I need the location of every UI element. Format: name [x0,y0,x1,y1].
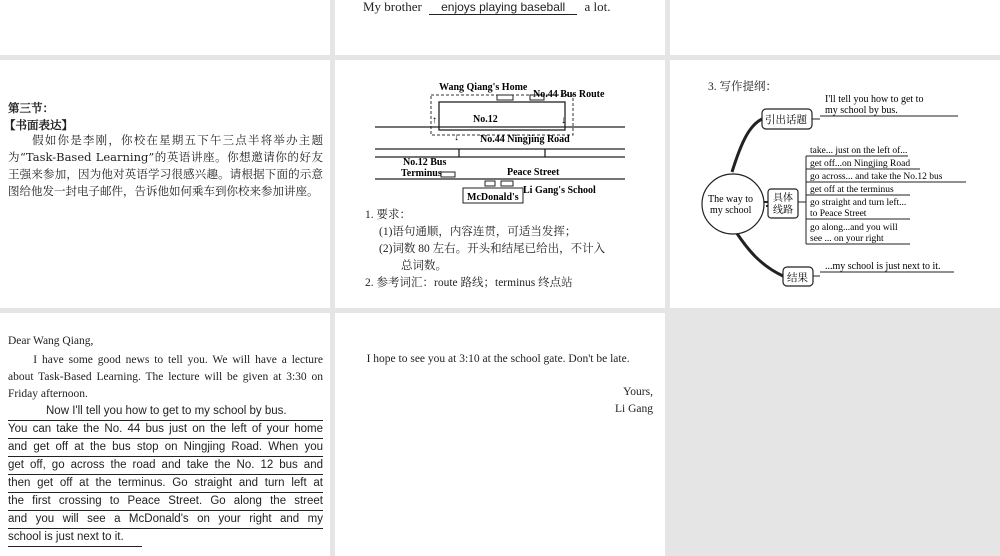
center-line1: The way to [708,194,753,205]
answer-line: school is just next to it. [8,529,142,547]
inner-block [439,102,565,130]
section-heading: 第三节： [8,101,54,115]
route-arrow-right: ↓ [561,115,566,126]
sentence-prefix: My brother [363,0,422,14]
route-line-3: go across... and take the No.12 bus [810,172,943,182]
branch-result [736,232,783,276]
route-arrow-down: ↓ [454,132,459,143]
letter-closing: I hope to see you at 3:10 at the school gate. Don't be late. [366,353,630,365]
letter-signature: Li Gang [614,403,653,415]
answer-line: and get off at the bus stop on Ningjing Road. When you [8,439,323,457]
task-prompt: 假如你是李刚，你校在星期五下午三点半将举办主题为“Task-Based Learning”的英语讲座。你想邀请你的好友王强来参加，因为他对英语学习很感兴趣。请根据下面的示意图给他发一封电子邮件，告诉他如何乘车到你校来参加讲座。 [8,133,323,198]
terminus-label-1: No.12 Bus [403,157,447,168]
route-line-5: go straight and turn left... [810,198,907,208]
panel-top-left [0,0,330,55]
route-map-diagram [335,60,665,205]
no12-label: No.12 [473,114,498,125]
intro-node-label: 引出话题 [765,115,807,126]
requirement-1: (1)语句通顺，内容连贯，可适当发挥； [379,226,577,238]
peace-street-label: Peace Street [507,167,560,178]
answer-line: get off, go across the road and take the No. 12 bus and [8,457,323,475]
answer-line: the first crossing to Peace Street. Go along the street [8,493,323,511]
requirements-title: 1. 要求： [365,209,411,221]
top-sentence [363,0,610,15]
branch-intro [732,119,762,172]
vocab-hint: 2. 参考词汇：route 路线；terminus 终点站 [365,277,573,289]
sentence-answer: enjoys playing baseball [429,0,577,15]
route-node-label-2: 线路 [773,205,793,216]
route-line-4: get off at the terminus [810,185,894,195]
sentence-suffix: a lot. [584,0,611,14]
result-node-label: 结果 [787,273,808,284]
letter-answer [8,403,323,547]
terminus-label-2: Terminus [401,168,442,179]
letter-paragraph-1: I have some good news to tell you. We will have a lecture about Task-Based Learning. The lecture will be given at 3:30 on Friday afternoon. [8,354,323,400]
panel-letter-closing [335,313,665,556]
outline-title: 3. 写作提纲： [708,81,777,93]
panel-writing-task [0,60,330,308]
panel-empty-gray [670,313,1000,556]
requirements [365,207,605,292]
mcdonalds-marker [485,181,495,186]
answer-line: You can take the No. 44 bus just on the left of your home [8,421,323,439]
home-marker [497,95,513,100]
requirement-2: (2)词数 80 左右。开头和结尾已给出，不计入 [379,243,606,255]
answer-line: and you will see a McDonald's on your right and my [8,511,323,529]
panel-letter-body [0,313,330,556]
answer-line-last [8,529,323,547]
requirement-2-cont: 总词数。 [401,260,447,272]
answer-line: Now I'll tell you how to get to my school by bus. [8,403,323,421]
route-arrow-left: ↑ [432,115,437,126]
panel-top-right [670,0,1000,55]
section-title: 【书面表达】 [4,118,73,132]
panel-route-map [335,60,665,308]
panel-outline [670,60,1000,308]
panel-top-middle [335,0,665,55]
route-line-8: see ... on your right [810,234,884,244]
route-line-2: get off...on Ningjing Road [810,159,911,169]
route-line-6: to Peace Street [810,209,867,219]
bus44-route-path [431,95,573,135]
letter-signoff: Yours, [623,386,653,398]
letter-greeting: Dear Wang Qiang, [8,335,94,347]
route-line-7: go along...and you will [810,223,898,233]
result-text: ...my school is just next to it. [825,261,941,272]
intro-text-2: my school by bus. [825,105,898,116]
school-label: Li Gang's School [523,185,596,196]
answer-line: then get off at the terminus. Go straight and turn left at [8,475,323,493]
ningjing-road-label: No.44 Ningjing Road [480,134,570,145]
intro-text-1: I'll tell you how to get to [825,94,924,105]
route-node-label-1: 具体 [773,193,793,204]
route-line-1: take... just on the left of... [810,146,908,156]
terminus-marker [441,172,455,177]
center-line2: my school [710,205,752,216]
home-label: Wang Qiang's Home [439,82,528,93]
bus44-route-label: No.44 Bus Route [533,89,605,100]
outline-mindmap [670,60,1000,308]
mcdonalds-label: McDonald's [467,192,519,203]
school-marker [501,181,513,186]
